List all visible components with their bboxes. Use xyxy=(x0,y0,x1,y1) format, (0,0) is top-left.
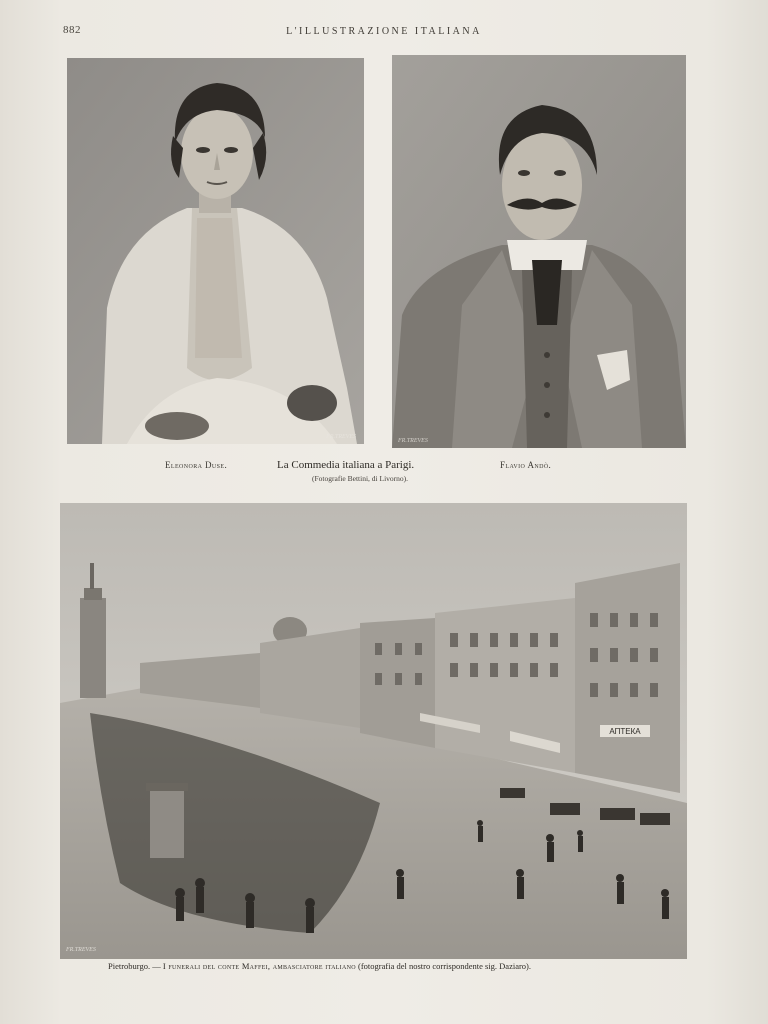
pharmacy-sign: АПТЕКА xyxy=(609,727,641,736)
caption-dash: — xyxy=(150,961,163,971)
caption-eleonora-duse: Eleonora Duse. xyxy=(165,460,228,470)
caption-place: Pietroburgo. xyxy=(108,961,151,971)
page-number: 882 xyxy=(63,24,81,36)
caption-photo-credit: (Fotografie Bettini, di Livorno). xyxy=(312,474,409,483)
portrait-ando-drawing xyxy=(392,55,686,448)
caption-street-photo xyxy=(108,961,668,971)
caption-credit: (fotografia del nostro corrispondente sig. Daziaro). xyxy=(355,961,532,971)
photo-st-petersburg-funeral xyxy=(60,503,687,959)
portrait-flavio-ando xyxy=(392,55,686,448)
publication-title: L'ILLUSTRAZIONE ITALIANA xyxy=(286,26,482,37)
caption-commedia-title: La Commedia italiana a Parigi. xyxy=(277,459,415,471)
portrait-eleonora-duse xyxy=(67,58,364,444)
engraver-signature: FR.TREVES xyxy=(326,434,356,440)
caption-flavio-ando: Flavio Andò. xyxy=(500,460,552,470)
engraver-signature: FR.TREVES xyxy=(66,947,96,953)
caption-main: I funerali del conte Maffei, ambasciatore italiano xyxy=(162,961,356,971)
engraver-signature: FR.TREVES xyxy=(398,438,428,444)
street-scene-drawing xyxy=(60,503,687,959)
portrait-duse-drawing xyxy=(67,58,364,444)
